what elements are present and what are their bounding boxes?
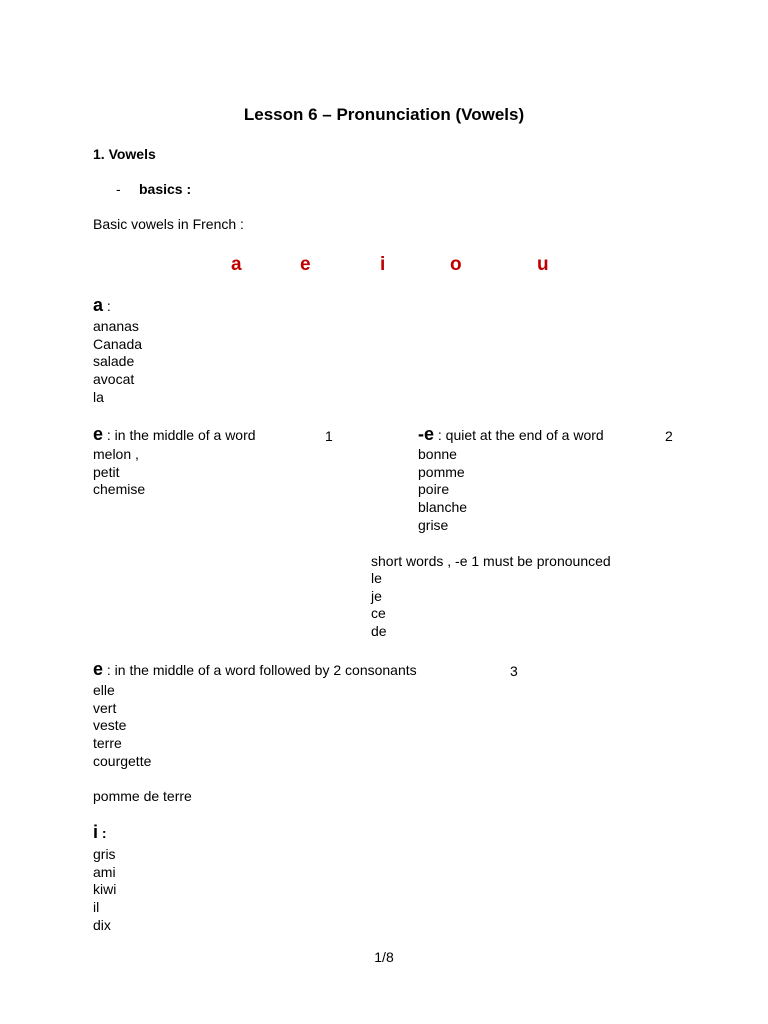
e3-word-list: [93, 682, 151, 771]
e3-number: 3: [510, 663, 518, 679]
page-number: 1/8: [374, 949, 394, 965]
section-heading: 1. Vowels: [93, 146, 156, 162]
vowel-o: o: [450, 254, 462, 275]
list-item: gris: [93, 846, 116, 862]
list-item: kiwi: [93, 881, 117, 898]
list-item: je: [371, 587, 382, 604]
list-item: salade: [93, 353, 135, 370]
i-suffix: :: [98, 825, 107, 841]
list-item: il: [93, 899, 100, 916]
e1-letter: e: [93, 424, 104, 444]
list-item: bonne: [418, 446, 457, 462]
list-item: courgette: [93, 752, 152, 769]
list-item: avocat: [93, 371, 135, 388]
e2-desc: : quiet at the end of a word: [434, 427, 604, 443]
list-item: dix: [93, 916, 111, 933]
e2-heading: [418, 426, 604, 444]
list-item: melon ,: [93, 446, 139, 462]
list-item: ce: [371, 605, 386, 622]
list-item: ami: [93, 863, 116, 880]
list-item: ananas: [93, 318, 139, 334]
i-word-list: [93, 846, 116, 935]
e3-heading: [93, 661, 417, 679]
a-suffix: :: [103, 298, 111, 314]
a-word-list: [93, 318, 142, 407]
vowel-e: e: [300, 254, 311, 275]
e1-heading: [93, 426, 256, 444]
list-item: le: [371, 570, 382, 586]
e1-number: 1: [325, 428, 333, 444]
bullet-dash: -: [116, 181, 121, 197]
list-item: elle: [93, 682, 115, 698]
short-words-list: [371, 570, 387, 641]
i-letter: i: [93, 822, 99, 842]
list-item: la: [93, 388, 104, 405]
e3-letter: e: [93, 659, 104, 679]
list-item: Canada: [93, 335, 143, 352]
e3-extra: pomme de terre: [93, 788, 192, 804]
bullet-label: basics :: [139, 181, 192, 197]
i-heading: [93, 824, 107, 842]
vowel-a: a: [231, 254, 242, 275]
list-item: terre: [93, 735, 122, 752]
vowel-i: i: [380, 254, 386, 275]
e3-desc: : in the middle of a word followed by 2 consonants: [103, 662, 417, 678]
list-item: vert: [93, 699, 117, 716]
list-item: grise: [418, 516, 449, 533]
e2-letter: -e: [418, 424, 435, 444]
a-heading: [93, 297, 111, 315]
list-item: de: [371, 623, 387, 640]
e1-desc: : in the middle of a word: [103, 427, 256, 443]
vowel-u: u: [537, 254, 549, 275]
list-item: petit: [93, 463, 120, 480]
intro-text: Basic vowels in French :: [93, 216, 244, 232]
page-title: Lesson 6 – Pronunciation (Vowels): [243, 105, 525, 124]
e1-word-list: [93, 446, 145, 499]
short-words-heading: short words , -e 1 must be pronounced: [371, 553, 611, 569]
list-item: blanche: [418, 499, 468, 516]
list-item: pomme: [418, 463, 465, 480]
e2-word-list: [418, 446, 467, 535]
e2-number: 2: [665, 428, 673, 444]
list-item: poire: [418, 481, 450, 498]
list-item: veste: [93, 717, 127, 734]
a-letter: a: [93, 295, 104, 315]
list-item: chemise: [93, 481, 146, 498]
